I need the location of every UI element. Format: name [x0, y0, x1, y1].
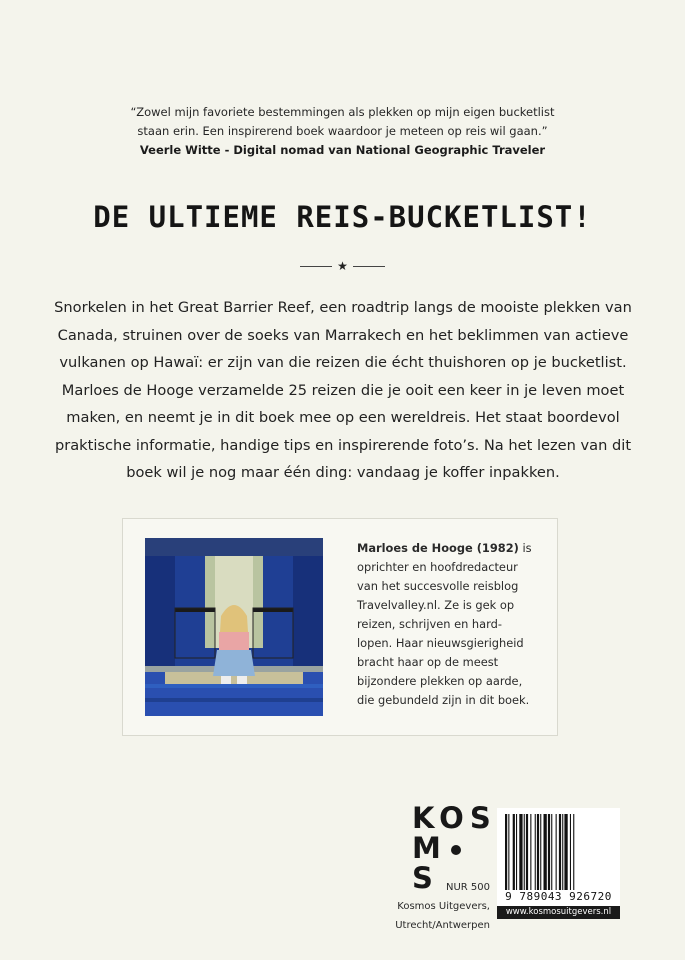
blurb-line: maken, en neemt je in dit boek mee op een wereldreis. Het staat boordevol — [66, 409, 620, 426]
logo-dot-icon — [451, 845, 461, 855]
quote-line-2: staan erin. Een inspirerend boek waardoor je meteen op reis wil gaan.” — [137, 124, 548, 138]
barcode-bar — [516, 814, 517, 890]
barcode-bars — [503, 814, 614, 890]
quote-line-1: “Zowel mijn favoriete bestemmingen als plekken op mijn eigen bucketlist — [130, 105, 555, 119]
nur-code: NUR 500 — [445, 882, 490, 893]
logo-row-2: MS — [412, 833, 492, 893]
barcode-bar — [530, 814, 531, 890]
logo-row-1: KOS — [412, 801, 497, 835]
barcode — [497, 808, 620, 919]
bio-line: oprichter en hoofdredacteur — [357, 560, 518, 574]
bio-line: bracht haar op de meest — [357, 655, 499, 669]
author-bio — [357, 539, 547, 710]
blurb-line: Marloes de Hooge verzamelde 25 reizen die je ooit een keer in je leven moet — [61, 381, 625, 399]
publisher-info — [395, 878, 490, 935]
barcode-bar — [526, 814, 528, 890]
barcode-bar — [548, 814, 550, 890]
star-icon: ★ — [337, 259, 348, 273]
barcode-bar — [564, 814, 567, 890]
blurb-line: vulkanen op Hawaï: er zijn van die reizen die écht thuishoren op je bucketlist. — [59, 354, 627, 371]
barcode-bar — [551, 814, 552, 890]
barcode-bar — [513, 814, 515, 890]
barcode-bar — [556, 814, 557, 890]
bio-line: Marloes de Hooge (1982) is — [357, 541, 532, 555]
barcode-bar — [544, 814, 547, 890]
publisher-website: www.kosmosuitgevers.nl — [497, 906, 620, 919]
publisher-name: Kosmos Uitgevers, — [397, 901, 490, 912]
barcode-bar — [524, 814, 525, 890]
author-name: Marloes de Hooge (1982) — [357, 541, 519, 555]
divider-line-left — [300, 266, 332, 267]
author-photo — [145, 538, 323, 716]
bio-line: Travelvalley.nl. Ze is gek op — [357, 598, 515, 612]
barcode-bar — [573, 814, 574, 890]
divider-line-right — [353, 266, 385, 267]
isbn-number: 9 789043 926720 — [505, 890, 612, 903]
bio-line: lopen. Haar nieuwsgierigheid — [357, 636, 524, 650]
barcode-bar — [562, 814, 563, 890]
barcode-bar — [535, 814, 536, 890]
barcode-bar — [508, 814, 509, 890]
barcode-bar — [570, 814, 571, 890]
author-box — [122, 518, 558, 736]
quote-author: Veerle Witte - Digital nomad van National Geographic Traveler — [139, 143, 546, 157]
author-photo-illustration — [145, 538, 323, 716]
blurb-line: praktische informatie, handige tips en inspirerende foto’s. Na het lezen van dit — [54, 436, 632, 454]
endorsement-quote — [0, 103, 685, 160]
barcode-bar — [559, 814, 561, 890]
barcode-bar — [537, 814, 539, 890]
barcode-bar — [519, 814, 522, 890]
bio-line: reizen, schrijven en hard- — [357, 617, 502, 631]
headline: DE ULTIEME REIS-BUCKETLIST! — [93, 200, 592, 234]
book-blurb — [28, 294, 658, 487]
blurb-line: Canada, struinen over de soeks van Marrakech en het beklimmen van actieve — [57, 326, 629, 344]
bio-line: bijzondere plekken op aarde, — [357, 674, 523, 688]
blurb-line: Snorkelen in het Great Barrier Reef, een roadtrip langs de mooiste plekken van — [54, 299, 632, 316]
divider — [300, 258, 385, 274]
bio-line: van het succesvolle reisblog — [357, 579, 519, 593]
barcode-bar — [505, 814, 507, 890]
publisher-city: Utrecht/Antwerpen — [395, 920, 490, 931]
barcode-bar — [540, 814, 541, 890]
bio-line: die gebundeld zijn in dit boek. — [357, 693, 530, 707]
blurb-line: boek wil je nog maar één ding: vandaag je koffer inpakken. — [126, 464, 560, 481]
